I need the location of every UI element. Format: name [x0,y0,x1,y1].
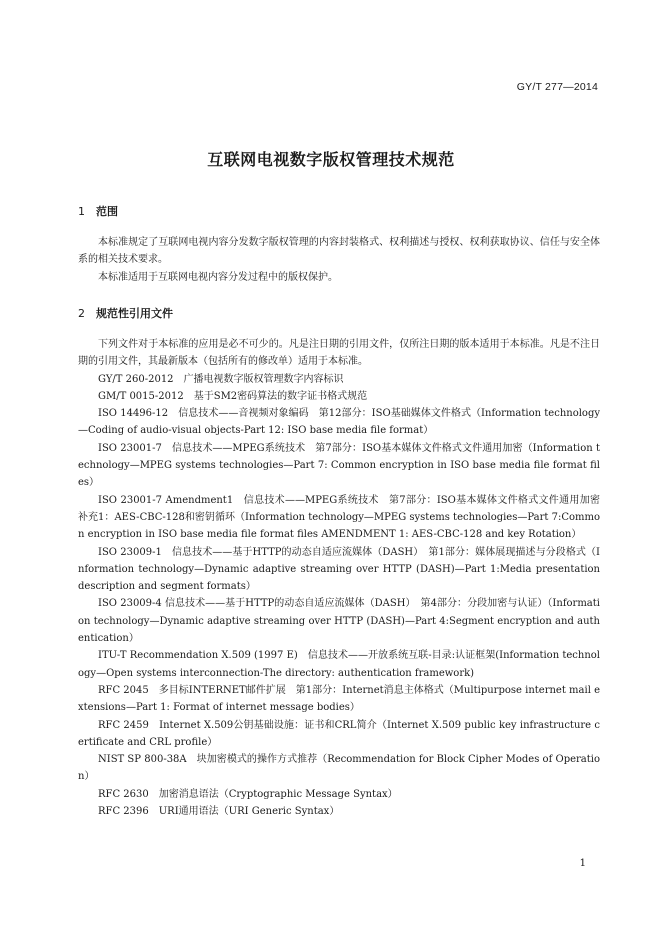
section-number: 1 [78,205,85,218]
reference-item: ISO 14496-12 信息技术——音视频对象编码 第12部分：ISO基础媒体文件格式（Information technology—Coding of audio-visual objects-Part 12: ISO base media file format） [78,408,600,437]
section-2-heading [78,305,173,321]
section-title: 规范性引用文件 [96,307,173,320]
paragraph: 本标准适用于互联网电视内容分发过程中的版权保护。 [98,271,338,283]
reference-item: ISO 23009-1 信息技术——基于HTTP的动态自适应流媒体（DASH） 第1部分：媒体展现描述与分段格式（Information technology—Dynamic adaptive streaming over HTTP (DASH)—Part 1:Media presentation description and segment formats） [78,546,600,593]
reference-item: RFC 2396 URI通用语法（URI Generic Syntax） [98,806,340,818]
reference-item: GY/T 260-2012 广播电视数字版权管理数字内容标识 [98,373,344,385]
reference-item: RFC 2459 Internet X.509公钥基础设施：证书和CRL简介（Internet X.509 public key infrastructure certificate and CRL profile） [78,719,600,748]
reference-item: RFC 2045 多目标INTERNET邮件扩展 第1部分：Internet消息主体格式（Multipurpose internet mail extensions—Part 1: Format of internet message bodies） [78,684,600,714]
paragraph: 本标准规定了互联网电视内容分发数字版权管理的内容封装格式、权利描述与授权、权利获取协议、信任与安全体系的相关技术要求。 [78,237,600,266]
document-title: 互联网电视数字版权管理技术规范 [207,150,455,169]
reference-item: NIST SP 800-38A 块加密模式的操作方式推荐（Recommendation for Block Cipher Modes of Operation） [78,754,600,783]
section-number: 2 [78,307,85,320]
standard-code: GY/T 277—2014 [516,81,598,93]
reference-item: ISO 23009-4 信息技术——基于HTTP的动态自适应流媒体（DASH） 第4部分：分段加密与认证）（Information technology—Dynamic adaptive streaming over HTTP (DASH)—Part 4:Segment encryption and authentication） [78,598,600,645]
reference-item: ISO 23001-7 信息技术——MPEG系统技术 第7部分：ISO基本媒体文件格式文件通用加密（Information technology—MPEG systems technologies—Part 7: Common encryption in ISO base media file format files） [78,442,600,489]
page-number: 1 [579,858,586,869]
reference-item: ISO 23001-7 Amendment1 信息技术——MPEG系统技术 第7部分：ISO基本媒体文件格式文件通用加密 补充1：AES-CBC-128和密钥循环（Information technology—MPEG systems technologies—Part 7:Common encryption in ISO base media file format files AMENDMENT 1: AES-CBC-128 and key Rotation） [78,494,600,541]
paragraph: 下列文件对于本标准的应用是必不可少的。凡是注日期的引用文件，仅所注日期的版本适用于本标准。凡是不注日期的引用文件，其最新版本（包括所有的修改单）适用于本标准。 [78,339,600,368]
reference-item: GM/T 0015-2012 基于SM2密码算法的数字证书格式规范 [98,390,368,402]
section-1-heading [78,203,118,219]
reference-item: RFC 2630 加密消息语法（Cryptographic Message Syntax） [98,788,398,800]
section-title: 范围 [96,205,118,218]
section-2-body [78,336,600,820]
reference-item: ITU-T Recommendation X.509 (1997 E) 信息技术——开放系统互联-目录:认证框架(Information technology—Open systems interconnection-The directory: authentication framework) [78,650,600,679]
section-1-body [78,234,600,286]
